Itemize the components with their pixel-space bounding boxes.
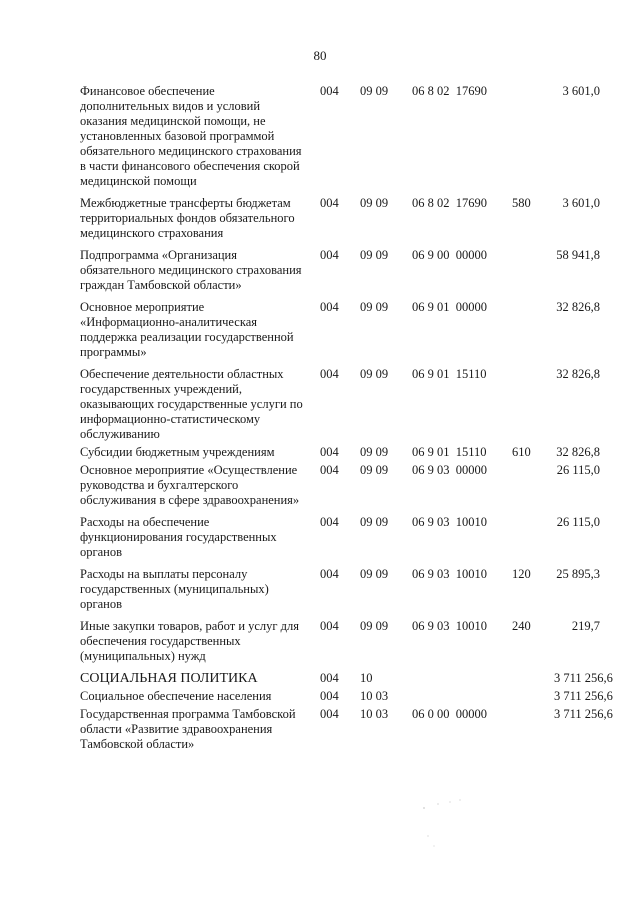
row-expense-type: 240 — [512, 619, 531, 633]
table-row — [80, 567, 600, 619]
row-expense-type — [512, 367, 554, 445]
row-sum: 3 601,0 — [562, 196, 600, 210]
row-vedomstvo: 004 — [320, 515, 339, 529]
row-expense-type: 580 — [512, 196, 531, 210]
row-target-article: 06 9 01 15110 — [412, 367, 487, 381]
row-name: Расходы на обеспечение функционирования государственных органов — [80, 515, 277, 559]
row-section-code: 09 09 — [360, 619, 389, 633]
row-target-article: 06 9 00 00000 — [412, 248, 487, 262]
row-sum: 25 895,3 — [556, 567, 600, 581]
row-expense-type — [512, 84, 554, 196]
row-vedomstvo: 004 — [320, 689, 339, 703]
row-vedomstvo: 004 — [320, 248, 339, 262]
row-name: Финансовое обеспечение дополнительных видов и условий оказания медицинской помощи, не установленных базовой программой обязательного медицинского страхования в части финансового обеспечения скорой медицинской помощи — [80, 84, 302, 188]
row-vedomstvo: 004 — [320, 463, 339, 477]
row-expense-type — [512, 248, 554, 300]
table-row — [80, 300, 600, 367]
row-vedomstvo: 004 — [320, 567, 339, 581]
table-row — [80, 196, 600, 248]
row-section-code: 09 09 — [360, 463, 389, 477]
row-section-code: 09 09 — [360, 515, 389, 529]
row-target-article: 06 9 01 00000 — [412, 300, 487, 314]
budget-table — [80, 84, 613, 759]
row-target-article: 06 0 00 00000 — [412, 707, 487, 721]
row-name: Расходы на выплаты персоналу государственных (муниципальных) органов — [80, 567, 269, 611]
row-expense-type: 120 — [512, 567, 531, 581]
row-vedomstvo: 004 — [320, 619, 339, 633]
row-sum: 3 711 256,6 — [554, 671, 613, 685]
row-section-code: 10 03 — [360, 707, 389, 721]
table-row — [80, 445, 600, 463]
row-vedomstvo: 004 — [320, 300, 339, 314]
row-sum: 26 115,0 — [556, 463, 600, 477]
row-section-code: 09 09 — [360, 567, 389, 581]
table-row — [80, 619, 600, 671]
row-target-article: 06 9 01 15110 — [412, 445, 487, 459]
row-sum: 26 115,0 — [556, 515, 600, 529]
row-name: Основное мероприятие «Информационно-аналитическая поддержка реализации государственной программы» — [80, 300, 294, 359]
table-row — [80, 463, 600, 515]
row-target-article: 06 9 03 10010 — [412, 515, 487, 529]
row-section-code: 09 09 — [360, 84, 389, 98]
row-expense-type — [512, 671, 554, 689]
row-target-article: 06 9 03 10010 — [412, 567, 487, 581]
page-number: 80 — [313, 48, 327, 63]
row-target-article: 06 8 02 17690 — [412, 84, 487, 98]
row-section-code: 10 — [360, 671, 373, 685]
row-name: Иные закупки товаров, работ и услуг для обеспечения государственных (муниципальных) нужд — [80, 619, 300, 663]
row-target-article: 06 9 03 10010 — [412, 619, 487, 633]
row-name: СОЦИАЛЬНАЯ ПОЛИТИКА — [80, 671, 258, 686]
row-section-code: 09 09 — [360, 248, 389, 262]
row-section-code: 10 03 — [360, 689, 389, 703]
table-row — [80, 671, 600, 689]
row-name: Государственная программа Тамбовской области «Развитие здравоохранения Тамбовской области» — [80, 707, 296, 751]
row-section-code: 09 09 — [360, 300, 389, 314]
row-expense-type — [512, 300, 554, 367]
row-name: Субсидии бюджетным учреждениям — [80, 445, 275, 459]
table-row — [80, 707, 600, 759]
row-name: Основное мероприятие «Осуществление руководства и бухгалтерского обслуживания в сфере здравоохранения» — [80, 463, 300, 507]
row-name: Обеспечение деятельности областных государственных учреждений, оказывающих государственные услуги по информационно-статистическому обслуживанию — [80, 367, 303, 441]
table-row — [80, 248, 600, 300]
row-sum: 219,7 — [571, 619, 600, 633]
row-sum: 58 941,8 — [556, 248, 600, 262]
row-expense-type: 610 — [512, 445, 531, 459]
row-vedomstvo: 004 — [320, 196, 339, 210]
row-name: Межбюджетные трансферты бюджетам территориальных фондов обязательного медицинского страхования — [80, 196, 295, 240]
row-vedomstvo: 004 — [320, 707, 339, 721]
row-section-code: 09 09 — [360, 196, 389, 210]
table-row — [80, 84, 600, 196]
row-name: Социальное обеспечение населения — [80, 689, 272, 703]
row-target-article — [412, 671, 512, 689]
row-target-article: 06 8 02 17690 — [412, 196, 487, 210]
row-sum: 3 711 256,6 — [554, 707, 613, 721]
row-vedomstvo: 004 — [320, 84, 339, 98]
row-name: Подпрограмма «Организация обязательного медицинского страхования граждан Тамбовской области» — [80, 248, 302, 292]
row-sum: 32 826,8 — [556, 367, 600, 381]
scan-specks — [420, 790, 480, 850]
row-target-article: 06 9 03 00000 — [412, 463, 487, 477]
table-row — [80, 367, 600, 445]
row-expense-type — [512, 463, 554, 515]
row-vedomstvo: 004 — [320, 671, 339, 685]
row-expense-type — [512, 515, 554, 567]
table-row — [80, 515, 600, 567]
row-sum: 3 711 256,6 — [554, 689, 613, 703]
row-section-code: 09 09 — [360, 445, 389, 459]
row-expense-type — [512, 707, 554, 759]
row-sum: 3 601,0 — [562, 84, 600, 98]
table-row — [80, 689, 600, 707]
row-section-code: 09 09 — [360, 367, 389, 381]
row-sum: 32 826,8 — [556, 300, 600, 314]
row-vedomstvo: 004 — [320, 367, 339, 381]
row-target-article — [412, 689, 512, 707]
row-expense-type — [512, 689, 554, 707]
row-vedomstvo: 004 — [320, 445, 339, 459]
row-sum: 32 826,8 — [556, 445, 600, 459]
